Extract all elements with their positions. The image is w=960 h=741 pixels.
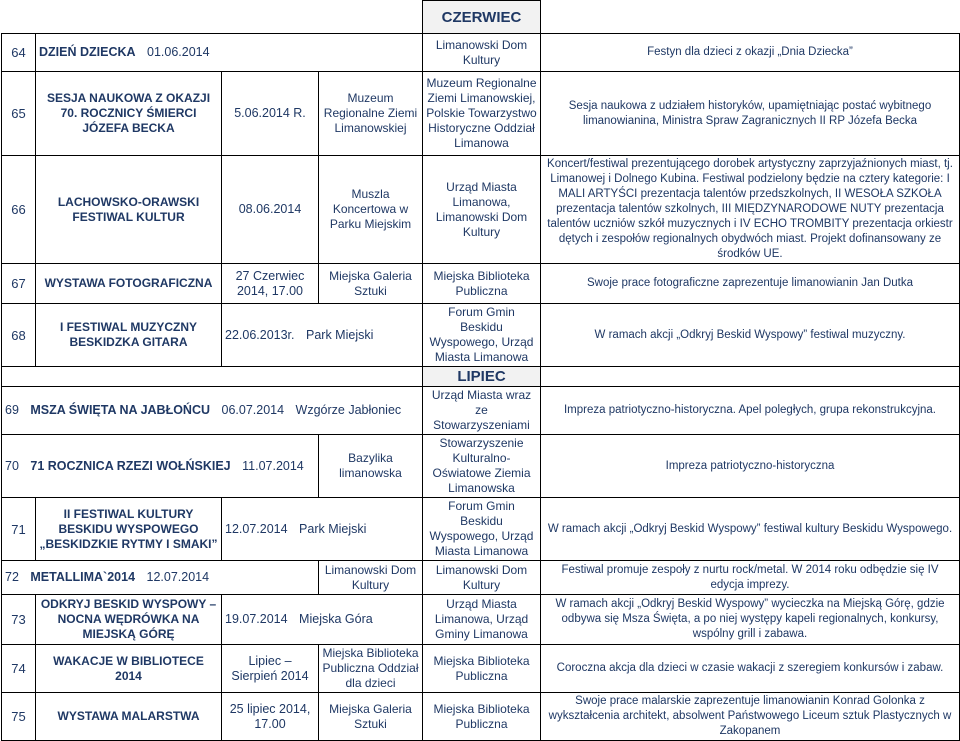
month-label: LIPIEC bbox=[423, 367, 541, 387]
month-header-july bbox=[2, 367, 960, 387]
event-inline bbox=[222, 498, 423, 561]
event-inline bbox=[222, 595, 423, 645]
event-organizer: Urząd Miasta wraz ze Stowarzyszeniami bbox=[423, 387, 541, 435]
event-inline bbox=[2, 387, 423, 435]
event-place: Miejska Galeria Sztuki bbox=[319, 693, 423, 741]
row-number: 68 bbox=[2, 304, 36, 367]
event-description: W ramach akcji „Odkryj Beskid Wyspowy” festiwal kultury Beskidu Wyspowego. bbox=[541, 498, 960, 561]
table-row bbox=[2, 34, 960, 72]
table-row bbox=[2, 693, 960, 741]
event-organizer: Stowarzyszenie Kulturalno- Oświatowe Ziemia Limanowska bbox=[423, 435, 541, 498]
row-number: 64 bbox=[2, 34, 36, 72]
event-inline bbox=[222, 304, 423, 367]
event-inline bbox=[2, 561, 319, 595]
event-name: I FESTIWAL MUZYCZNY BESKIDZKA GITARA bbox=[36, 304, 222, 367]
event-place: Muszla Koncertowa w Parku Miejskim bbox=[319, 156, 423, 264]
event-place: Park Miejski bbox=[299, 521, 367, 536]
event-date: 19.07.2014 bbox=[225, 612, 288, 626]
event-place: Park Miejski bbox=[306, 327, 374, 342]
row-number: 67 bbox=[2, 264, 36, 304]
table-row bbox=[2, 387, 960, 435]
event-description: Festyn dla dzieci z okazji „Dnia Dziecka” bbox=[541, 34, 960, 72]
event-date: 01.06.2014 bbox=[147, 45, 210, 59]
event-organizer: Urząd Miasta Limanowa, Urząd Gminy Limanowa bbox=[423, 595, 541, 645]
event-organizer: Limanowski Dom Kultury bbox=[423, 34, 541, 72]
event-description: Swoje prace fotograficzne zaprezentuje limanowianin Jan Dutka bbox=[541, 264, 960, 304]
event-description: Swoje prace malarskie zaprezentuje limanowianin Konrad Golonka z wykształcenia architekt, absolwent Państwowego Liceum sztuk Plastycznych w Zakopanem bbox=[541, 693, 960, 741]
event-place: Wzgórze Jabłoniec bbox=[295, 403, 402, 417]
row-number: 69 bbox=[5, 403, 19, 417]
row-number: 71 bbox=[2, 498, 36, 561]
table-row bbox=[2, 595, 960, 645]
event-name: MSZA ŚWIĘTA NA JABŁOŃCU bbox=[30, 403, 211, 417]
event-organizer: Miejska Biblioteka Publiczna bbox=[423, 693, 541, 741]
event-name: ODKRYJ BESKID WYSPOWY – NOCNA WĘDRÓWKA NA MIEJSKĄ GÓRĘ bbox=[36, 595, 222, 645]
month-header-june bbox=[2, 1, 960, 34]
event-place: Miejska Galeria Sztuki bbox=[319, 264, 423, 304]
event-date: 12.07.2014 bbox=[225, 521, 288, 536]
event-description: Impreza patriotyczno-historyczna. Apel poległych, grupa rekonstrukcyjna. bbox=[541, 387, 960, 435]
event-name: WYSTAWA FOTOGRAFICZNA bbox=[36, 264, 222, 304]
row-number: 73 bbox=[2, 595, 36, 645]
event-organizer: Forum Gmin Beskidu Wyspowego, Urząd Miasta Limanowa bbox=[423, 304, 541, 367]
event-name: LACHOWSKO-ORAWSKI FESTIWAL KULTUR bbox=[36, 156, 222, 264]
event-place: Miejska Góra bbox=[299, 612, 373, 626]
event-description: Festiwal promuje zespoły z nurtu rock/metal. W 2014 roku odbędzie się IV edycja imprezy. bbox=[541, 561, 960, 595]
event-organizer: Miejska Biblioteka Publiczna bbox=[423, 264, 541, 304]
event-place: Limanowski Dom Kultury bbox=[319, 561, 423, 595]
table-row bbox=[2, 156, 960, 264]
event-description: Impreza patriotyczno-historyczna bbox=[541, 435, 960, 498]
event-place: Bazylika limanowska bbox=[319, 435, 423, 498]
event-organizer: Urząd Miasta Limanowa, Limanowski Dom Kultury bbox=[423, 156, 541, 264]
event-organizer: Miejska Biblioteka Publiczna bbox=[423, 645, 541, 693]
event-name: DZIEŃ DZIECKA bbox=[39, 45, 136, 59]
table-row bbox=[2, 72, 960, 156]
event-name: WYSTAWA MALARSTWA bbox=[36, 693, 222, 741]
event-inline bbox=[36, 34, 423, 72]
table-row bbox=[2, 561, 960, 595]
event-description: Sesja naukowa z udziałem historyków, upamiętniając postać wybitnego limanowianina, Ministra Spraw Zagranicznych II RP Józefa Becka bbox=[541, 72, 960, 156]
table-row bbox=[2, 304, 960, 367]
row-number: 72 bbox=[5, 570, 19, 584]
event-description: W ramach akcji „Odkryj Beskid Wyspowy” festiwal muzyczny. bbox=[541, 304, 960, 367]
event-name: SESJA NAUKOWA Z OKAZJI 70. ROCZNICY ŚMIERCI JÓZEFA BECKA bbox=[36, 72, 222, 156]
event-organizer: Limanowski Dom Kultury bbox=[423, 561, 541, 595]
event-date: 27 Czerwiec 2014, 17.00 bbox=[222, 264, 319, 304]
event-name: II FESTIWAL KULTURY BESKIDU WYSPOWEGO „BESKIDZKIE RYTMY I SMAKI” bbox=[36, 498, 222, 561]
table-row bbox=[2, 264, 960, 304]
month-label: CZERWIEC bbox=[423, 1, 541, 34]
row-number: 66 bbox=[2, 156, 36, 264]
event-date: 11.07.2014 bbox=[242, 458, 304, 473]
event-organizer: Muzeum Regionalne Ziemi Limanowskiej, Polskie Towarzystwo Historyczne Oddział Limanowa bbox=[423, 72, 541, 156]
event-date: 25 lipiec 2014, 17.00 bbox=[222, 693, 319, 741]
event-organizer: Forum Gmin Beskidu Wyspowego, Urząd Miasta Limanowa bbox=[423, 498, 541, 561]
event-date: 08.06.2014 bbox=[222, 156, 319, 264]
event-inline bbox=[2, 435, 319, 498]
event-name: METALLIMA`2014 bbox=[30, 570, 136, 584]
event-date: 5.06.2014 R. bbox=[222, 72, 319, 156]
table-row bbox=[2, 498, 960, 561]
event-name: WAKACJE W BIBLIOTECE 2014 bbox=[36, 645, 222, 693]
event-place: Muzeum Regionalne Ziemi Limanowskiej bbox=[319, 72, 423, 156]
events-table bbox=[1, 0, 960, 741]
table-row bbox=[2, 435, 960, 498]
row-number: 65 bbox=[2, 72, 36, 156]
row-number: 70 bbox=[5, 458, 19, 473]
event-place: Miejska Biblioteka Publiczna Oddział dla dzieci bbox=[319, 645, 423, 693]
event-date: 06.07.2014 bbox=[221, 403, 285, 417]
event-description: W ramach akcji „Odkryj Beskid Wyspowy” wycieczka na Miejską Górę, gdzie odbywa się Msza Święta, a po niej występy kapeli regionalnych, konkursy, wspólny grill i zabawa. bbox=[541, 595, 960, 645]
event-date: Lipiec – Sierpień 2014 bbox=[222, 645, 319, 693]
event-description: Koncert/festiwal prezentującego dorobek artystyczny zaprzyjaźnionych miast, tj. Limanowej i Dolnego Kubina. Festiwal podzielony będzie na cztery kategorie: I MALI ARTYŚCI prezentacja talentów przedszkolnych, II WESOŁA SZKOŁA prezentacja talentów szkolnych, III MIĘDZYNARODOWE NUTY prezentacja talentów uczniów szkół muzycznych i IV ECHO TROMBITY prezentacja orkiestr dętych i zespołów regionalnych obydwóch miast. Projekt dofinansowany ze środków UE. bbox=[541, 156, 960, 264]
event-date: 22.06.2013r. bbox=[225, 327, 295, 342]
event-description: Coroczna akcja dla dzieci w czasie wakacji z szeregiem konkursów i zabaw. bbox=[541, 645, 960, 693]
event-name: 71 ROCZNICA RZEZI WOŁŃSKIEJ bbox=[30, 458, 231, 473]
row-number: 75 bbox=[2, 693, 36, 741]
table-row bbox=[2, 645, 960, 693]
row-number: 74 bbox=[2, 645, 36, 693]
event-date: 12.07.2014 bbox=[146, 570, 210, 584]
